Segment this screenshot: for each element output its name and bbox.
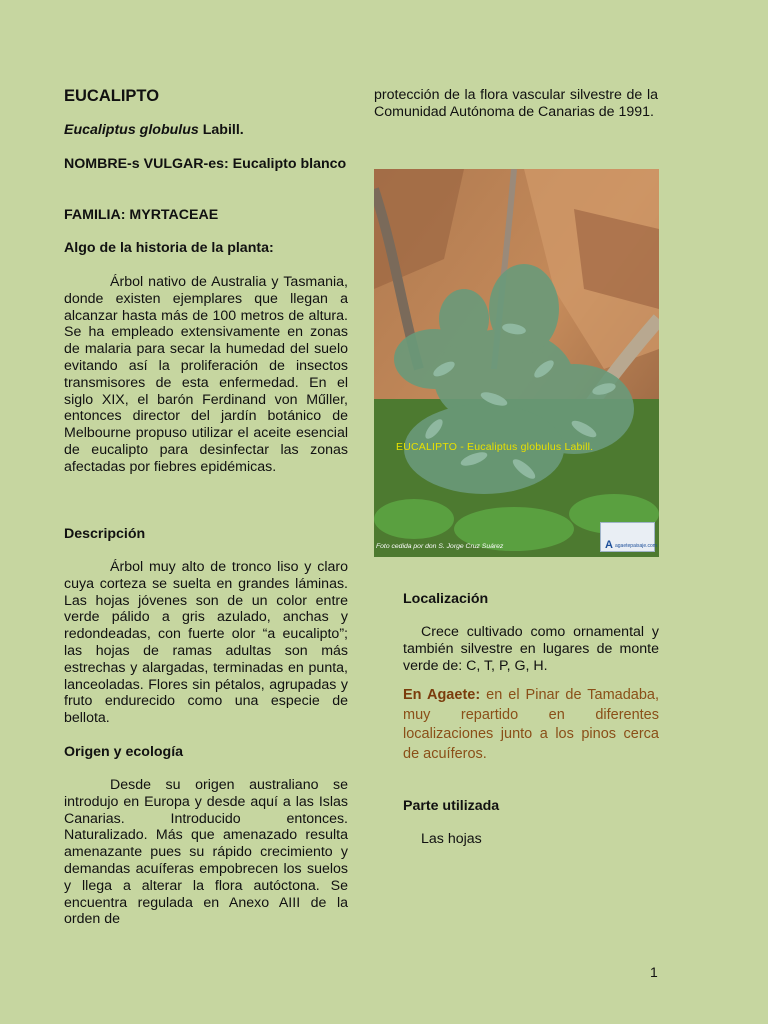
part-text: Las hojas [421, 831, 482, 847]
species-name [64, 122, 348, 139]
agaete-paragraph [403, 686, 659, 764]
agaete-label: En Agaete: [403, 687, 481, 703]
origin-heading: Origen y ecología [64, 744, 184, 760]
species-author: Labill. [198, 122, 244, 138]
history-heading: Algo de la historia de la planta: [64, 240, 274, 256]
part-heading: Parte utilizada [403, 798, 500, 814]
protection-continuation: protección de la flora vascular silvestre de la Comunidad Autónoma de Canarias de 1991. [374, 87, 658, 120]
photo-credit: Foto cedida por don S. Jorge Cruz Suárez [376, 543, 504, 550]
description-heading: Descripción [64, 526, 146, 542]
location-text: Crece cultivado como ornamental y también silvestre en lugares de monte verde de: C, T, P, G, H. [403, 624, 659, 674]
agaete-logo [600, 522, 655, 552]
photo-caption: EUCALIPTO - Eucaliptus globulus Labill. [396, 441, 594, 453]
page-title: EUCALIPTO [64, 87, 160, 105]
page-number: 1 [650, 964, 658, 980]
family: FAMILIA: MYRTACEAE [64, 207, 219, 223]
eucalyptus-photo [374, 169, 659, 557]
logo-text: agaetepaisaje.com [615, 543, 657, 549]
origin-text: Desde su origen australiano se introdujo en Europa y desde aquí a las Islas Canarias. Introducido entonces. Naturalizado. Más que amenazado resulta amenazante pues su rápido crecimiento y demandas acuíferas empobrecen los suelos y llega a alterar la flora autóctona. Se encuentra regulada en Anexo AIII de la orden de [64, 777, 348, 928]
species-italic: Eucaliptus globulus [64, 122, 199, 138]
logo-letter: A [605, 539, 613, 551]
location-heading: Localización [403, 591, 489, 607]
description-text: Árbol muy alto de tronco liso y claro cuya corteza se suelta en grandes láminas. Las hojas jóvenes son de un color entre verde pálido a gris azulado, anchas y redondeadas, con fuerte olor “a eucalipto”; las hojas de ramas adultas son más estrechas y alargadas, terminadas en punta, lanceoladas. Flores sin pétalos, agrupadas y fruto endurecido como una especie de bellota. [64, 559, 348, 727]
common-name: NOMBRE-s VULGAR-es: Eucalipto blanco [64, 156, 347, 172]
agaete-text: en el Pinar de Tamadaba, muy repartido en diferentes localizaciones junto a los pinos cerca de acuíferos. [403, 687, 660, 762]
history-text: Árbol nativo de Australia y Tasmania, donde existen ejemplares que llegan a alcanzar hasta más de 100 metros de altura. Se ha empleado extensivamente en zonas de malaria para secar la humedad del suelo evitando así la proliferación de insectos transmisores de esta enfermedad. En el siglo XIX, el barón Ferdinand von Műller, entonces director del jardín botánico de Melbourne propuso utilizar el aceite esencial de eucalipto para desinfectar las zonas afectadas por fiebres epidémicas. [64, 274, 348, 475]
